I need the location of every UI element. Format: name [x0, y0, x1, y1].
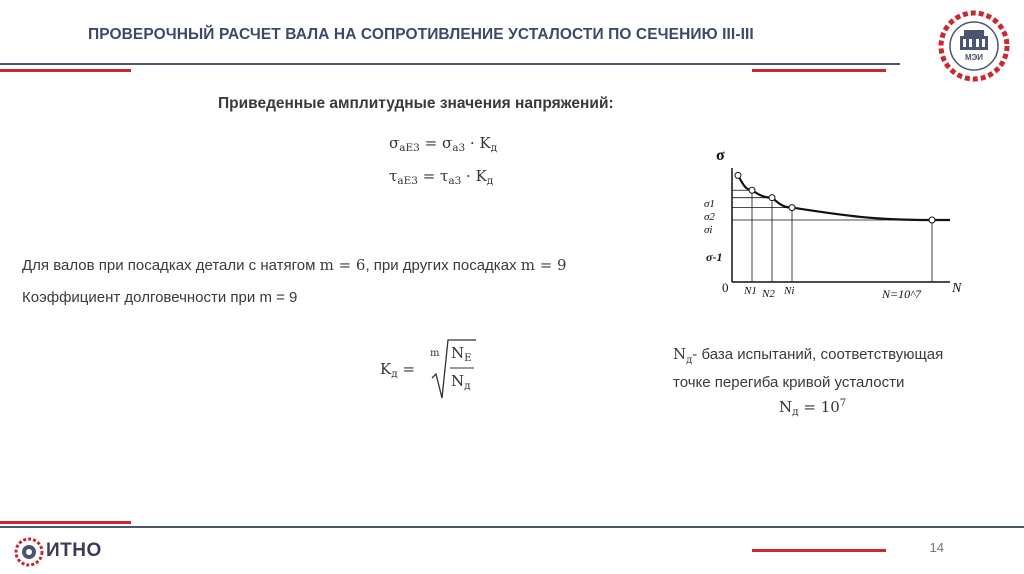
section-subtitle: Приведенные амплитудные значения напряжений:: [218, 95, 614, 112]
x-tick-label: Ni: [784, 285, 795, 297]
origin-label: 0: [722, 280, 729, 295]
nd-description: $N_д-$ база испытаний, соответствующая точке перегиба кривой усталости: [673, 345, 944, 391]
kd-formula: $K_д$ = m $N_E$ $N_д$: [380, 336, 490, 400]
fatigue-curve-chart: [700, 140, 970, 312]
brand-logo: [14, 537, 44, 567]
logo-text: МЭИ: [964, 53, 984, 62]
page-number: 14: [929, 540, 944, 555]
brand-emblem-icon: [14, 537, 44, 567]
y-tick-label: σ-1: [706, 250, 723, 264]
x-tick-label: N2: [762, 288, 775, 300]
page-title: ПРОВЕРОЧНЫЙ РАСЧЕТ ВАЛА НА СОПРОТИВЛЕНИЕ УСТАЛОСТИ ПО СЕЧЕНИЮ III-III: [88, 26, 754, 43]
y-tick-label: σi: [704, 224, 713, 236]
university-logo: [938, 10, 1010, 82]
footer-accent-right: [752, 549, 886, 552]
header-accent-right: [752, 69, 886, 72]
header-rule: [0, 63, 900, 65]
curve-point: [789, 205, 795, 211]
curve-point: [735, 172, 741, 178]
nd-value: $N_д = 10^7$: [779, 398, 847, 418]
curve-point: [749, 187, 755, 193]
shaft-fit-text: Для валов при посадках детали с натягом m = 6, при других посадках m = 9: [22, 256, 567, 274]
y-tick-label: σ2: [704, 211, 715, 223]
durability-coefficient-text: Коэффициент долговечности при m = 9: [22, 289, 298, 306]
root-index: m: [430, 348, 440, 359]
y-tick-label: σ1: [704, 198, 715, 210]
formula-sigma: $\sigma_{aE3} = \sigma_{a3} \cdot K_д$: [389, 134, 498, 154]
x-tick-label: N=10^7: [882, 287, 922, 301]
x-axis-label: N: [952, 281, 962, 296]
curve-point: [769, 195, 775, 201]
formula-tau: $\tau_{aE3} = \tau_{a3} \cdot K_д$: [389, 167, 494, 187]
footer-rule: [0, 526, 1024, 528]
x-tick-label: N1: [744, 285, 757, 297]
logo-emblem-icon: [938, 10, 1010, 82]
y-axis-label: σ: [716, 147, 725, 164]
brand-name: ИТНО: [46, 540, 102, 561]
curve-point: [929, 217, 935, 223]
header-accent-left: [0, 69, 131, 72]
footer-accent-left: [0, 521, 131, 524]
